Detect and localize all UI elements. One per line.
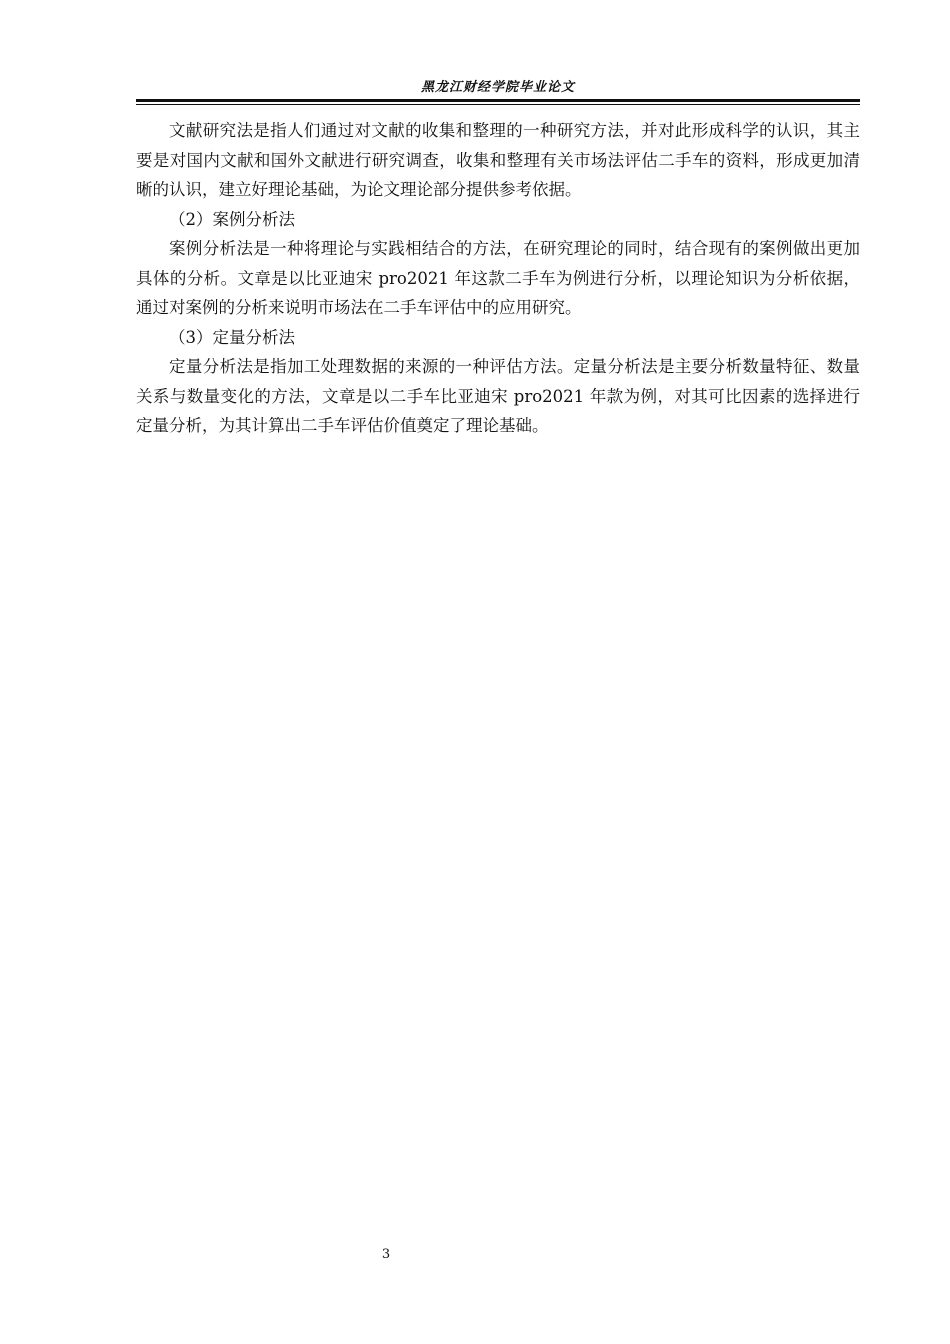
body-text — [136, 116, 860, 441]
page-number: 3 — [381, 1247, 391, 1262]
header-rule-thick — [136, 99, 860, 102]
header-rule-thin — [136, 104, 860, 105]
paragraph-literature-method: 文献研究法是指人们通过对文献的收集和整理的一种研究方法，并对此形成科学的认识，其主要是对国内文献和国外文献进行研究调查，收集和整理有关市场法评估二手车的资料，形成更加清晰的认识，建立好理论基础，为论文理论部分提供参考依据。 — [136, 121, 860, 199]
paragraph-case-analysis: 案例分析法是一种将理论与实践相结合的方法，在研究理论的同时，结合现有的案例做出更加具体的分析。文章是以比亚迪宋 pro2021 年这款二手车为例进行分析，以理论知识为分析依据，通过对案例的分析来说明市场法在二手车评估中的应用研究。 — [136, 239, 860, 317]
heading-case-analysis: （2）案例分析法 — [169, 209, 295, 229]
running-header-title: 黑龙江财经学院毕业论文 — [420, 80, 575, 95]
paragraph-quantitative-analysis: 定量分析法是指加工处理数据的来源的一种评估方法。定量分析法是主要分析数量特征、数量关系与数量变化的方法，文章是以二手车比亚迪宋 pro2021 年款为例，对其可比因素的选择进行定量分析，为其计算出二手车评估价值奠定了理论基础。 — [136, 357, 860, 435]
heading-quantitative-analysis: （3）定量分析法 — [169, 327, 295, 347]
